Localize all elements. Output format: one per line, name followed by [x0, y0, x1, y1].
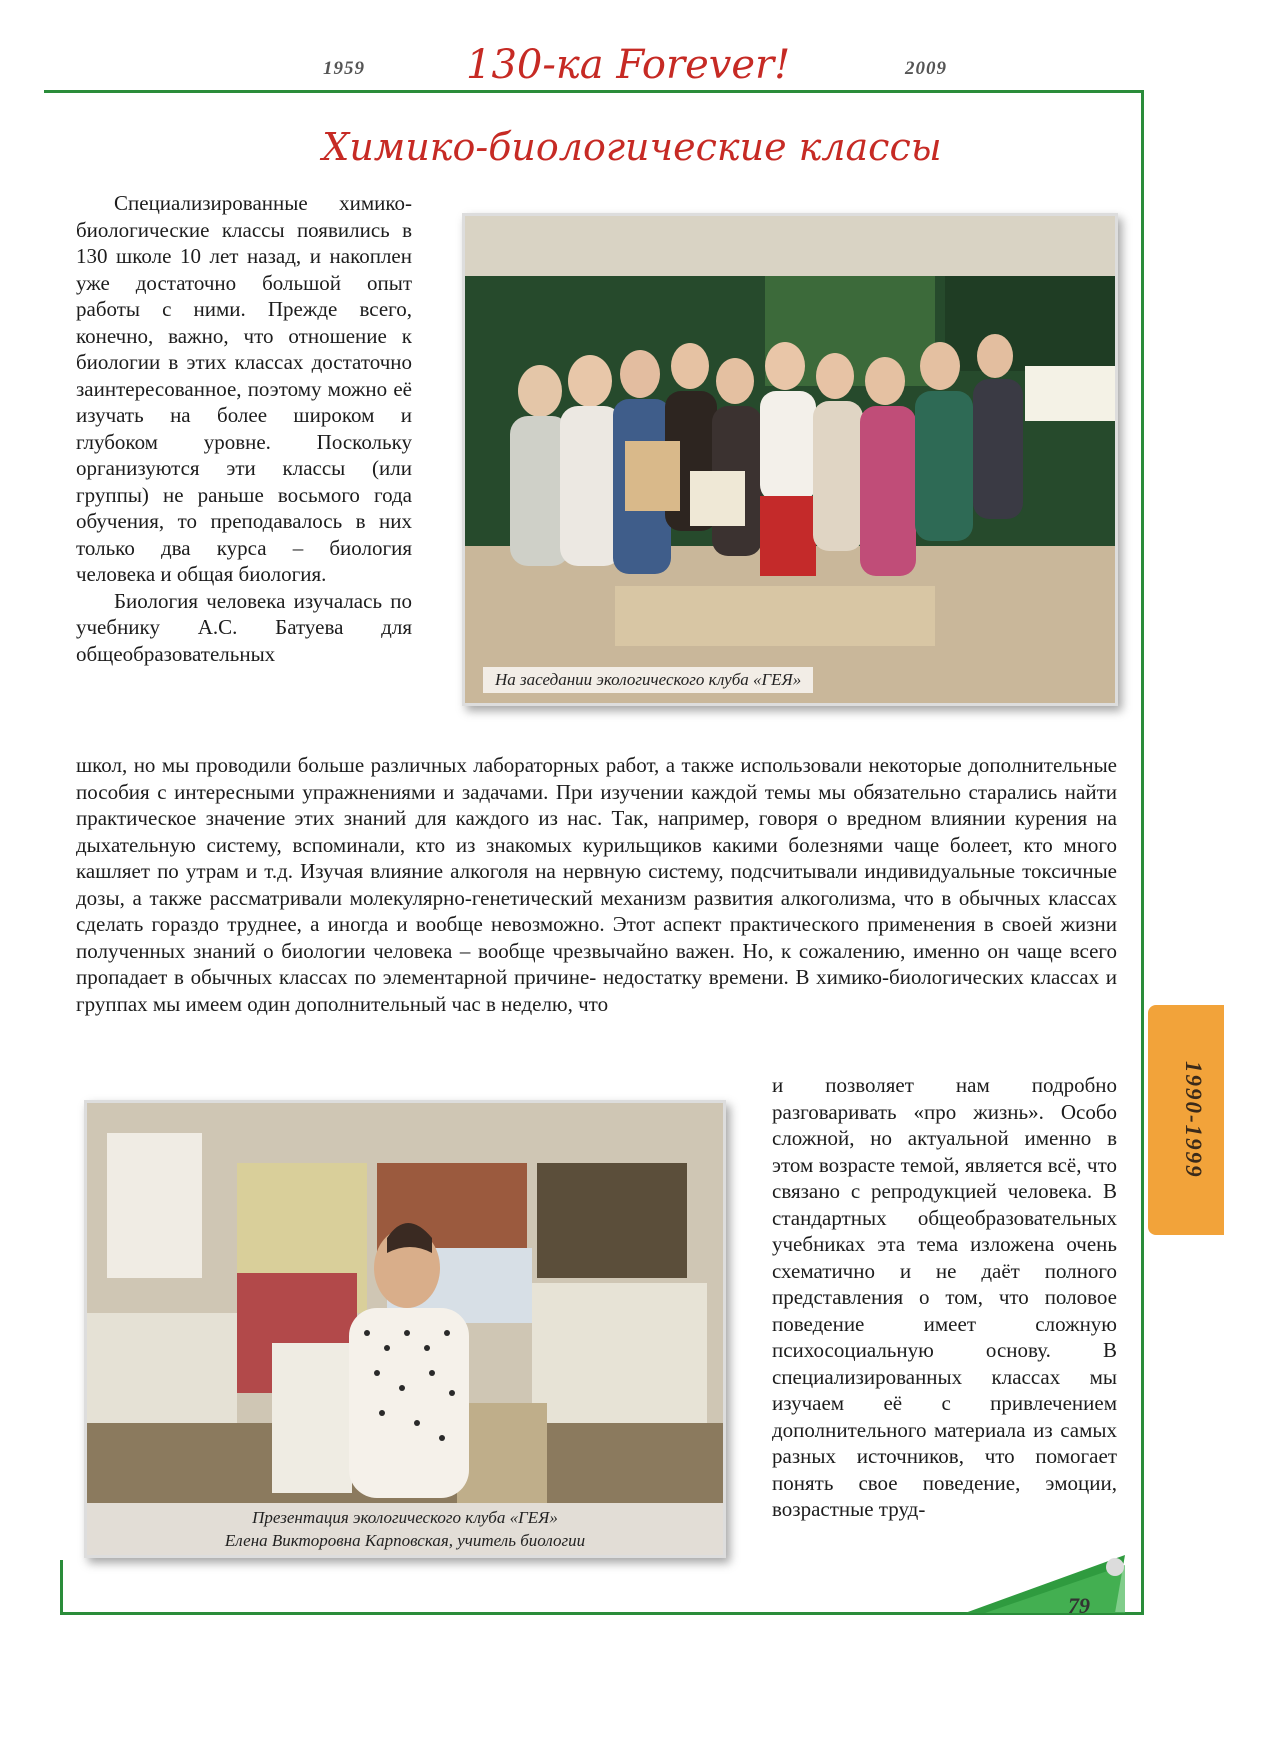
header-rule [44, 90, 1144, 93]
photo-club-presentation [84, 1100, 726, 1558]
frame-left-border [60, 1560, 63, 1615]
page-number: 79 [1068, 1593, 1090, 1618]
paragraph: и позволяет нам подробно разговаривать «про жизнь». Особо сложной, но актуальной именно в этом возрасте темой, является всё, что связано с репродукцией человека. В стандартных общеобразовательных учебниках эта тема изложена очень схематично и не даёт полного представления о том, что половое поведение имеет сложную психосоциальную основу. В специализированных классах мы изучаем её с привлечением дополнительного материала из самых разных источников, что помогает понять свое поведение, эмоции, возрастные труд- [772, 1073, 1117, 1521]
section-title: Химико-биологические классы [322, 125, 942, 169]
decade-side-tab-label: 1990-1999 [1181, 1060, 1206, 1179]
right-column-text [772, 1072, 1117, 1523]
full-width-text [76, 752, 1117, 1017]
header-year-right: 2009 [905, 58, 947, 79]
page-corner-leaf-icon [965, 1555, 1125, 1613]
classroom-group-illustration [465, 216, 1115, 703]
photo-caption [87, 1503, 723, 1555]
header-title: 130-ка Forever! [466, 42, 791, 88]
left-column-text [76, 190, 412, 667]
paragraph: школ, но мы проводили больше различных лабораторных работ, а также использовали некоторые дополнительные пособия с интересными упражнениями и задачами. При изучении каждой темы мы обязательно старались найти практическое значение этих знаний для каждого из нас. Так, например, говоря о вредном влиянии курения на дыхательную систему, вспоминали, кто из знакомых курильщиков какими болезнями чаще болеет, кто много кашляет по утрам и т.д. Изучая влияние алкоголя на нервную систему, подсчитывали индивидуальные токсичные дозы, а также рассматривали молекулярно-генетический механизм развития алкоголизма, что в обычных классах сделать гораздо труднее, а иногда и вообще невозможно. Этот аспект практического применения в своей жизни полученных знаний о биологии человека – вообще чрезвычайно важен. Но, к сожалению, именно он чаще всего пропадает в обычных классах по элементарной причине- недостатку времени. В химико-биологических классах и группах мы имеем один дополнительный час в неделю, что [76, 753, 1117, 1016]
photo-caption: На заседании экологического клуба «ГЕЯ» [483, 667, 813, 693]
presentation-illustration [87, 1103, 723, 1555]
paragraph: Биология человека изучалась по учебнику А.С. Батуева для общеобразовательных [76, 588, 412, 666]
photo-caption-line: Презентация экологического клуба «ГЕЯ» [252, 1508, 558, 1527]
paragraph: Специализированные химико-биологические классы появились в 130 школе 10 лет назад, и накоплен уже достаточно большой опыт работы с ними. Прежде всего, конечно, важно, что отношение к биологии в этих классах достаточно заинтересованное, поэтому можно её изучать на более широком и глубоком уровне. Поскольку организуются эти классы (или группы) не раньше восьмого года обучения, то преподавалось в них только два курса – биология человека и общая биология. [76, 191, 412, 586]
frame-right-border [1141, 90, 1144, 1615]
photo-caption-line: Елена Викторовна Карповская, учитель биологии [224, 1531, 586, 1550]
header-year-left: 1959 [323, 58, 365, 79]
photo-club-meeting [462, 213, 1118, 706]
